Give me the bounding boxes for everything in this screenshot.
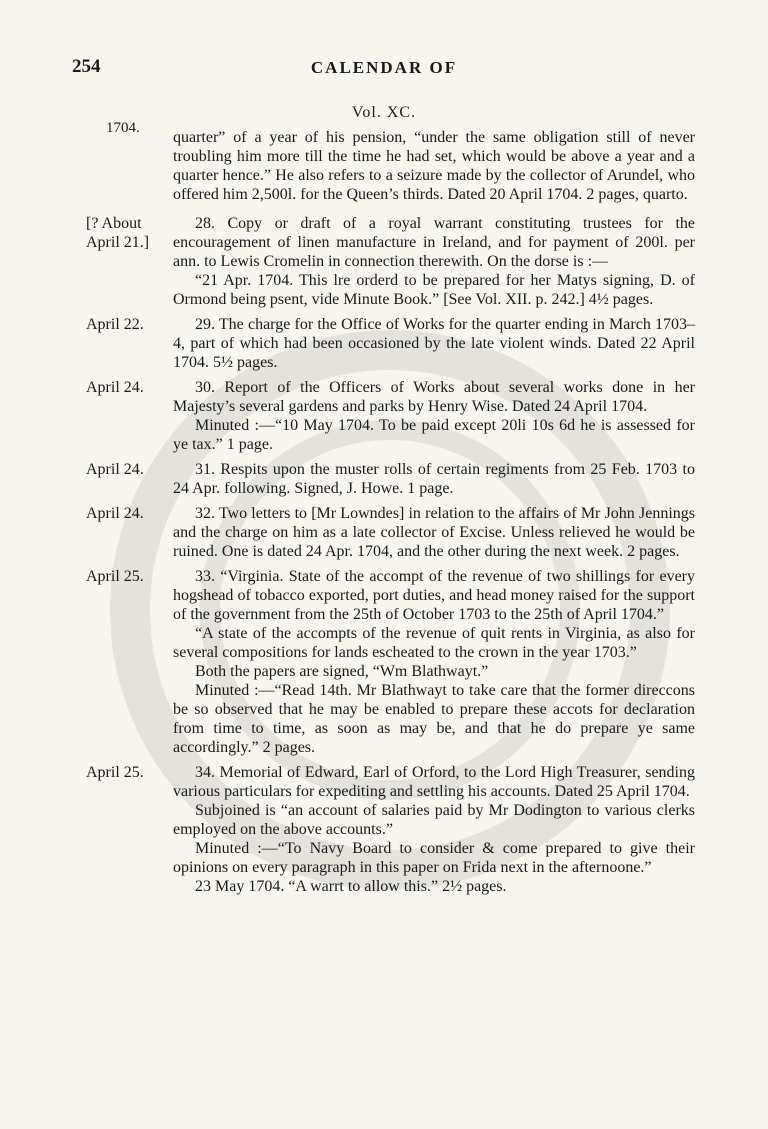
entry-date: April 25. bbox=[86, 764, 144, 781]
entry-paragraph: 29. The charge for the Office of Works for the quarter ending in March 1703–4, part of which had been occasioned by the late violent winds. Dated 22 April 1704. 5½ pages. bbox=[173, 316, 695, 371]
entry-paragraph: Minuted :—“To Navy Board to consider & come prepared to give their opinions on every paragraph in this paper on Frida next in the afternoone.” bbox=[173, 840, 695, 876]
entry-paragraph: 34. Memorial of Edward, Earl of Orford, to the Lord High Treasurer, sending various particulars for expediting and settling his accounts. Dated 25 April 1704. bbox=[173, 764, 695, 800]
entry-paragraph: Minuted :—“10 May 1704. To be paid except 20li 10s 6d he is assessed for ye tax.” 1 page. bbox=[173, 417, 695, 453]
entry bbox=[0, 378, 768, 454]
entry-date: April 25. bbox=[86, 568, 144, 585]
entry-paragraph: Both the papers are signed, “Wm Blathwayt.” bbox=[195, 663, 489, 680]
year-label: 1704. bbox=[106, 120, 140, 136]
entry-body bbox=[173, 128, 695, 204]
entry-body bbox=[173, 214, 695, 309]
entry bbox=[0, 214, 768, 309]
running-head: CALENDAR OF bbox=[310, 58, 458, 77]
entry-paragraph: “21 Apr. 1704. This lre orderd to be prepared for her Matys signing, D. of Ormond being psent, vide Minute Book.” [See Vol. XII. p. 242.] 4½ pages. bbox=[173, 272, 695, 308]
entry-body bbox=[173, 504, 695, 561]
entry-date: [? About April 21.] bbox=[86, 215, 150, 251]
entry-paragraph: 33. “Virginia. State of the accompt of the revenue of two shillings for every hogshead of tobacco exported, port duties, and head money raised for the support of the government from the 25th of October 1703 to the 25th of April 1704.” bbox=[173, 568, 695, 623]
page-number: 254 bbox=[72, 56, 101, 77]
entry bbox=[0, 460, 768, 498]
entry-date: April 24. bbox=[86, 461, 144, 478]
entry-body bbox=[173, 460, 695, 498]
entry bbox=[0, 128, 768, 204]
entry bbox=[0, 315, 768, 372]
entry-body bbox=[173, 567, 695, 757]
entry-body bbox=[173, 315, 695, 372]
entry-paragraph: 32. Two letters to [Mr Lowndes] in relation to the affairs of Mr John Jennings and the charge on him as a late collector of Excise. Unless relieved he would be ruined. One is dated 24 Apr. 1704, and the other during the next week. 2 pages. bbox=[173, 505, 695, 560]
entries bbox=[0, 128, 768, 902]
entry-date: April 24. bbox=[86, 505, 144, 522]
entry-paragraph: 28. Copy or draft of a royal warrant constituting trustees for the encouragement of linen manufacture in Ireland, and for payment of 200l. per ann. to Lewis Cromelin in connection therewith. On the dorse is :— bbox=[173, 215, 695, 270]
entry-paragraph: Minuted :—“Read 14th. Mr Blathwayt to take care that the former direccons be so observed that he may be enabled to prepare these accots for declaration from time to time, as soon as may be, and that he do prepare ye same accordingly.” 2 pages. bbox=[173, 682, 695, 756]
entry-paragraph: 31. Respits upon the muster rolls of certain regiments from 25 Feb. 1703 to 24 Apr. following. Signed, J. Howe. 1 page. bbox=[173, 461, 695, 497]
entry-body bbox=[173, 763, 695, 896]
volume-label: Vol. XC. bbox=[351, 104, 417, 121]
entry bbox=[0, 504, 768, 561]
entry-paragraph: 23 May 1704. “A warrt to allow this.” 2½ pages. bbox=[195, 878, 507, 895]
entry-paragraph: “A state of the accompts of the revenue of quit rents in Virginia, as also for several compositions for lands escheated to the crown in the year 1703.” bbox=[173, 625, 695, 661]
entry-body bbox=[173, 378, 695, 454]
entry-paragraph: Subjoined is “an account of salaries paid by Mr Dodington to various clerks employed on the above accounts.” bbox=[173, 802, 695, 838]
entry-date: April 24. bbox=[86, 379, 144, 396]
entry-paragraph: 30. Report of the Officers of Works about several works done in her Majesty’s several gardens and parks by Henry Wise. Dated 24 April 1704. bbox=[173, 379, 695, 415]
entry-date: April 22. bbox=[86, 316, 144, 333]
entry-paragraph: quarter” of a year of his pension, “under the same obligation still of never troubling him more till the time he had set, which would be above a year and a quarter hence.” He also refers to a seizure made by the collector of Arundel, who offered him 2,500l. for the Queen’s thirds. Dated 20 April 1704. 2 pages, quarto. bbox=[173, 129, 695, 203]
entry bbox=[0, 763, 768, 896]
entry bbox=[0, 567, 768, 757]
